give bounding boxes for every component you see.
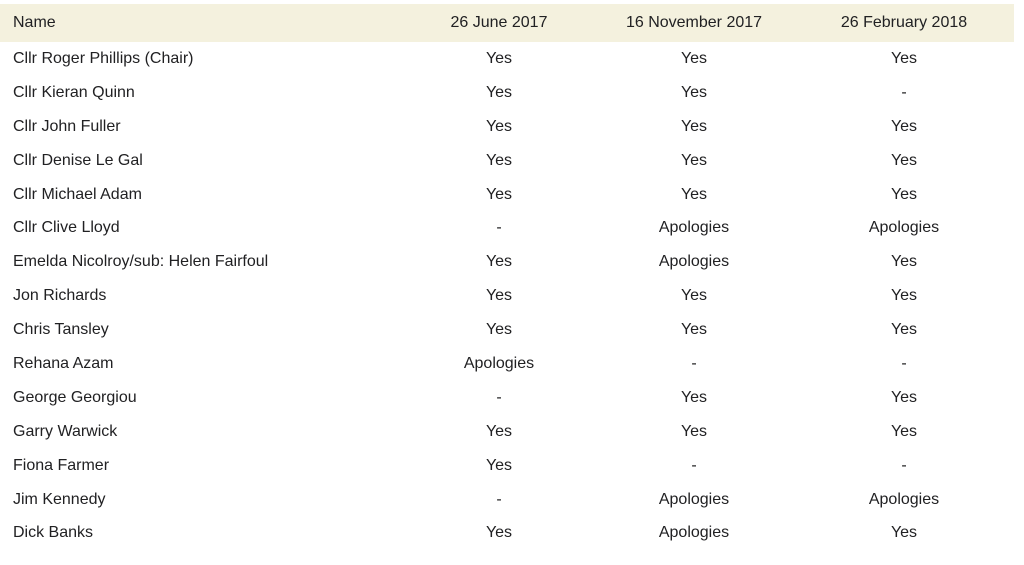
attendance-cell: Yes bbox=[680, 83, 708, 101]
column-header-date-1: 26 June 2017 bbox=[404, 4, 594, 42]
attendance-cell: Yes bbox=[680, 388, 708, 406]
table-row bbox=[0, 516, 1014, 550]
attendance-cell: Yes bbox=[680, 321, 708, 339]
attendance-cell: Yes bbox=[890, 422, 918, 440]
table-row bbox=[0, 279, 1014, 313]
attendance-cell: Apologies bbox=[868, 490, 940, 508]
attendance-cell: Yes bbox=[485, 83, 513, 101]
attendance-cell: Yes bbox=[890, 253, 918, 271]
attendance-cell: - bbox=[901, 83, 907, 101]
member-name-cell: Jon Richards bbox=[13, 287, 107, 305]
attendance-cell: Yes bbox=[890, 388, 918, 406]
attendance-cell: Yes bbox=[485, 321, 513, 339]
attendance-cell: - bbox=[691, 456, 697, 474]
table-row bbox=[0, 313, 1014, 347]
attendance-table bbox=[0, 4, 1014, 550]
attendance-cell: - bbox=[496, 219, 502, 237]
member-name-cell: Rehana Azam bbox=[13, 354, 114, 372]
attendance-cell: Apologies bbox=[658, 524, 730, 542]
attendance-cell: Yes bbox=[485, 49, 513, 67]
table-row bbox=[0, 415, 1014, 449]
attendance-cell: Yes bbox=[890, 151, 918, 169]
attendance-cell: - bbox=[496, 490, 502, 508]
member-name-cell: Fiona Farmer bbox=[13, 456, 110, 474]
table-header-row bbox=[0, 4, 1014, 42]
attendance-cell: Yes bbox=[890, 117, 918, 135]
table-row bbox=[0, 347, 1014, 381]
attendance-cell: Yes bbox=[485, 117, 513, 135]
column-header-date-2: 16 November 2017 bbox=[594, 4, 794, 42]
table-row bbox=[0, 381, 1014, 415]
table-row bbox=[0, 178, 1014, 212]
attendance-cell: Yes bbox=[680, 185, 708, 203]
attendance-cell: - bbox=[496, 388, 502, 406]
attendance-cell: Yes bbox=[485, 456, 513, 474]
column-header-date-3: 26 February 2018 bbox=[794, 4, 1014, 42]
attendance-cell: Yes bbox=[680, 151, 708, 169]
table-row bbox=[0, 245, 1014, 279]
member-name-cell: Emelda Nicolroy/sub: Helen Fairfoul bbox=[13, 253, 269, 271]
attendance-cell: Yes bbox=[890, 185, 918, 203]
member-name-cell: Jim Kennedy bbox=[13, 490, 106, 508]
table-row bbox=[0, 76, 1014, 110]
table-row bbox=[0, 483, 1014, 517]
attendance-cell: Yes bbox=[680, 117, 708, 135]
attendance-cell: Yes bbox=[485, 253, 513, 271]
table-row bbox=[0, 42, 1014, 76]
table-row bbox=[0, 211, 1014, 245]
attendance-cell: Yes bbox=[485, 287, 513, 305]
attendance-cell: - bbox=[901, 354, 907, 372]
attendance-cell: Yes bbox=[890, 524, 918, 542]
table-body bbox=[0, 42, 1014, 550]
table-row bbox=[0, 449, 1014, 483]
attendance-cell: Yes bbox=[890, 321, 918, 339]
attendance-cell: Yes bbox=[485, 151, 513, 169]
member-name-cell: Cllr John Fuller bbox=[13, 117, 121, 135]
table-row bbox=[0, 110, 1014, 144]
attendance-cell: Yes bbox=[890, 287, 918, 305]
member-name-cell: Garry Warwick bbox=[13, 422, 118, 440]
member-name-cell: Cllr Clive Lloyd bbox=[13, 219, 120, 237]
attendance-cell: Apologies bbox=[658, 219, 730, 237]
attendance-cell: Yes bbox=[680, 287, 708, 305]
attendance-cell: - bbox=[901, 456, 907, 474]
attendance-cell: Apologies bbox=[658, 490, 730, 508]
member-name-cell: Cllr Michael Adam bbox=[13, 185, 142, 203]
attendance-cell: Apologies bbox=[868, 219, 940, 237]
attendance-cell: Yes bbox=[680, 49, 708, 67]
attendance-cell: Apologies bbox=[658, 253, 730, 271]
member-name-cell: Cllr Kieran Quinn bbox=[13, 83, 135, 101]
attendance-cell: Apologies bbox=[463, 354, 535, 372]
member-name-cell: Chris Tansley bbox=[13, 321, 109, 339]
member-name-cell: Cllr Denise Le Gal bbox=[13, 151, 143, 169]
column-header-name: Name bbox=[0, 4, 404, 42]
table-row bbox=[0, 144, 1014, 178]
attendance-cell: - bbox=[691, 354, 697, 372]
attendance-cell: Yes bbox=[680, 422, 708, 440]
attendance-cell: Yes bbox=[890, 49, 918, 67]
member-name-cell: Dick Banks bbox=[13, 524, 94, 542]
member-name-cell: George Georgiou bbox=[13, 388, 137, 406]
attendance-cell: Yes bbox=[485, 524, 513, 542]
attendance-cell: Yes bbox=[485, 422, 513, 440]
attendance-cell: Yes bbox=[485, 185, 513, 203]
member-name-cell: Cllr Roger Phillips (Chair) bbox=[13, 49, 194, 67]
